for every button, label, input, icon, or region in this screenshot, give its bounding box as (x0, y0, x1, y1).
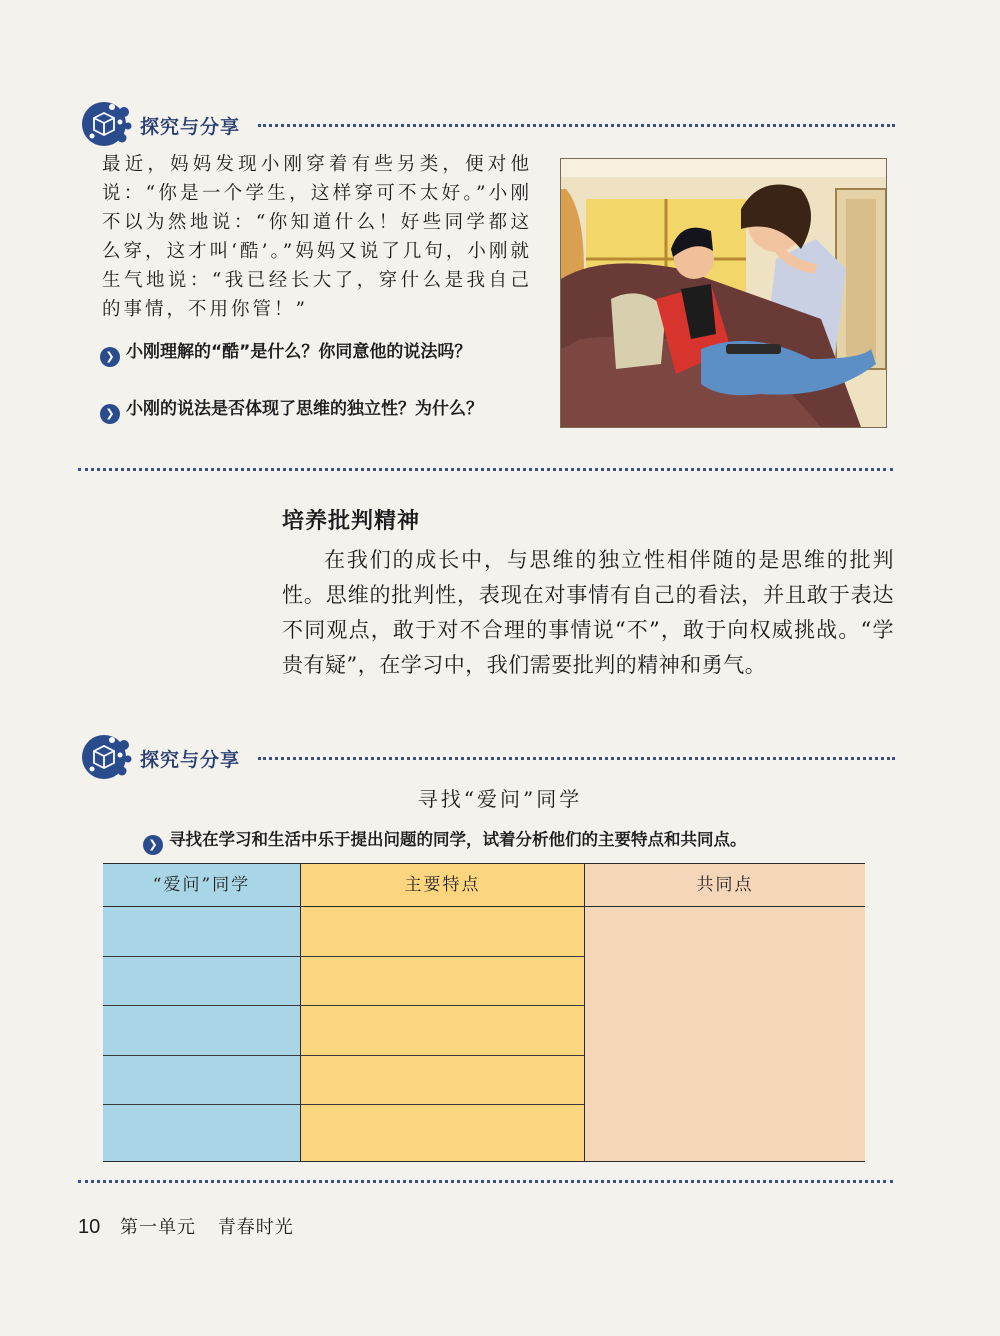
page-footer (78, 1213, 310, 1239)
table-cell-blank[interactable] (301, 1006, 584, 1056)
table-cell-blank[interactable] (301, 907, 584, 957)
table-column-common-points (585, 864, 865, 1161)
table-column-students (103, 864, 300, 1161)
section-title: 探究与分享 (140, 749, 241, 771)
table-cell-blank[interactable] (301, 1105, 584, 1155)
explore-share-icon (80, 100, 132, 148)
worksheet-table (103, 863, 865, 1162)
question-1 (100, 338, 535, 367)
question-1-text: 小刚理解的“酷”是什么？你同意他的说法吗？ (126, 342, 472, 362)
section-title: 探究与分享 (140, 116, 241, 138)
explore-share-icon (80, 733, 132, 781)
table-cell-blank[interactable] (103, 1006, 300, 1056)
page-number: 10 (78, 1216, 101, 1238)
unit-label: 第一单元 (119, 1217, 196, 1238)
dotted-divider (78, 1180, 893, 1183)
story-illustration (560, 158, 887, 428)
table-cell-blank[interactable] (301, 1056, 584, 1106)
table-cell-blank[interactable] (103, 957, 300, 1007)
table-header-cell: 共同点 (585, 864, 865, 907)
question-2 (100, 395, 535, 424)
dotted-divider (78, 468, 893, 471)
header-dotted-line (258, 124, 895, 127)
table-cell-blank[interactable] (103, 1105, 300, 1155)
section-heading: 培养批判精神 (282, 509, 421, 534)
activity-instruction (143, 826, 747, 855)
table-header-cell: 主要特点 (301, 864, 584, 907)
section-header-2 (80, 733, 895, 781)
table-cell-blank[interactable] (301, 957, 584, 1007)
bullet-arrow-icon: ❯ (100, 404, 120, 424)
table-cell-blank[interactable] (103, 907, 300, 957)
header-dotted-line (258, 757, 895, 760)
section-paragraph: 在我们的成长中，与思维的独立性相伴随的是思维的批判性。思维的批判性，表现在对事情有自己的看法，并且敢于表达不同观点，敢于对不合理的事情说“不”，敢于向权威挑战。“学贵有疑”，在学习中，我们需要批判的精神和勇气。 (282, 548, 894, 677)
activity-instruction-text: 寻找在学习和生活中乐于提出问题的同学，试着分析他们的主要特点和共同点。 (169, 830, 747, 849)
unit-title: 青春时光 (217, 1217, 294, 1238)
bullet-arrow-icon: ❯ (100, 347, 120, 367)
table-header-cell: “爱问”同学 (103, 864, 300, 907)
activity-title: 寻找“爱问”同学 (417, 787, 583, 811)
table-cell-blank[interactable] (103, 1056, 300, 1106)
bullet-arrow-icon: ❯ (143, 835, 163, 855)
question-2-text: 小刚的说法是否体现了思维的独立性？为什么？ (126, 399, 483, 419)
table-column-features (300, 864, 585, 1161)
table-cell-merged-blank[interactable] (585, 907, 865, 1161)
section-header-1 (80, 100, 895, 148)
story-text: 最近，妈妈发现小刚穿着有些另类，便对他说：“你是一个学生，这样穿可不太好。”小刚不以为然地说：“你知道什么！好些同学都这么穿，这才叫‘酷’。”妈妈又说了几句，小刚就生气地说：“我已经长大了，穿什么是我自己的事情，不用你管！” (102, 154, 532, 320)
